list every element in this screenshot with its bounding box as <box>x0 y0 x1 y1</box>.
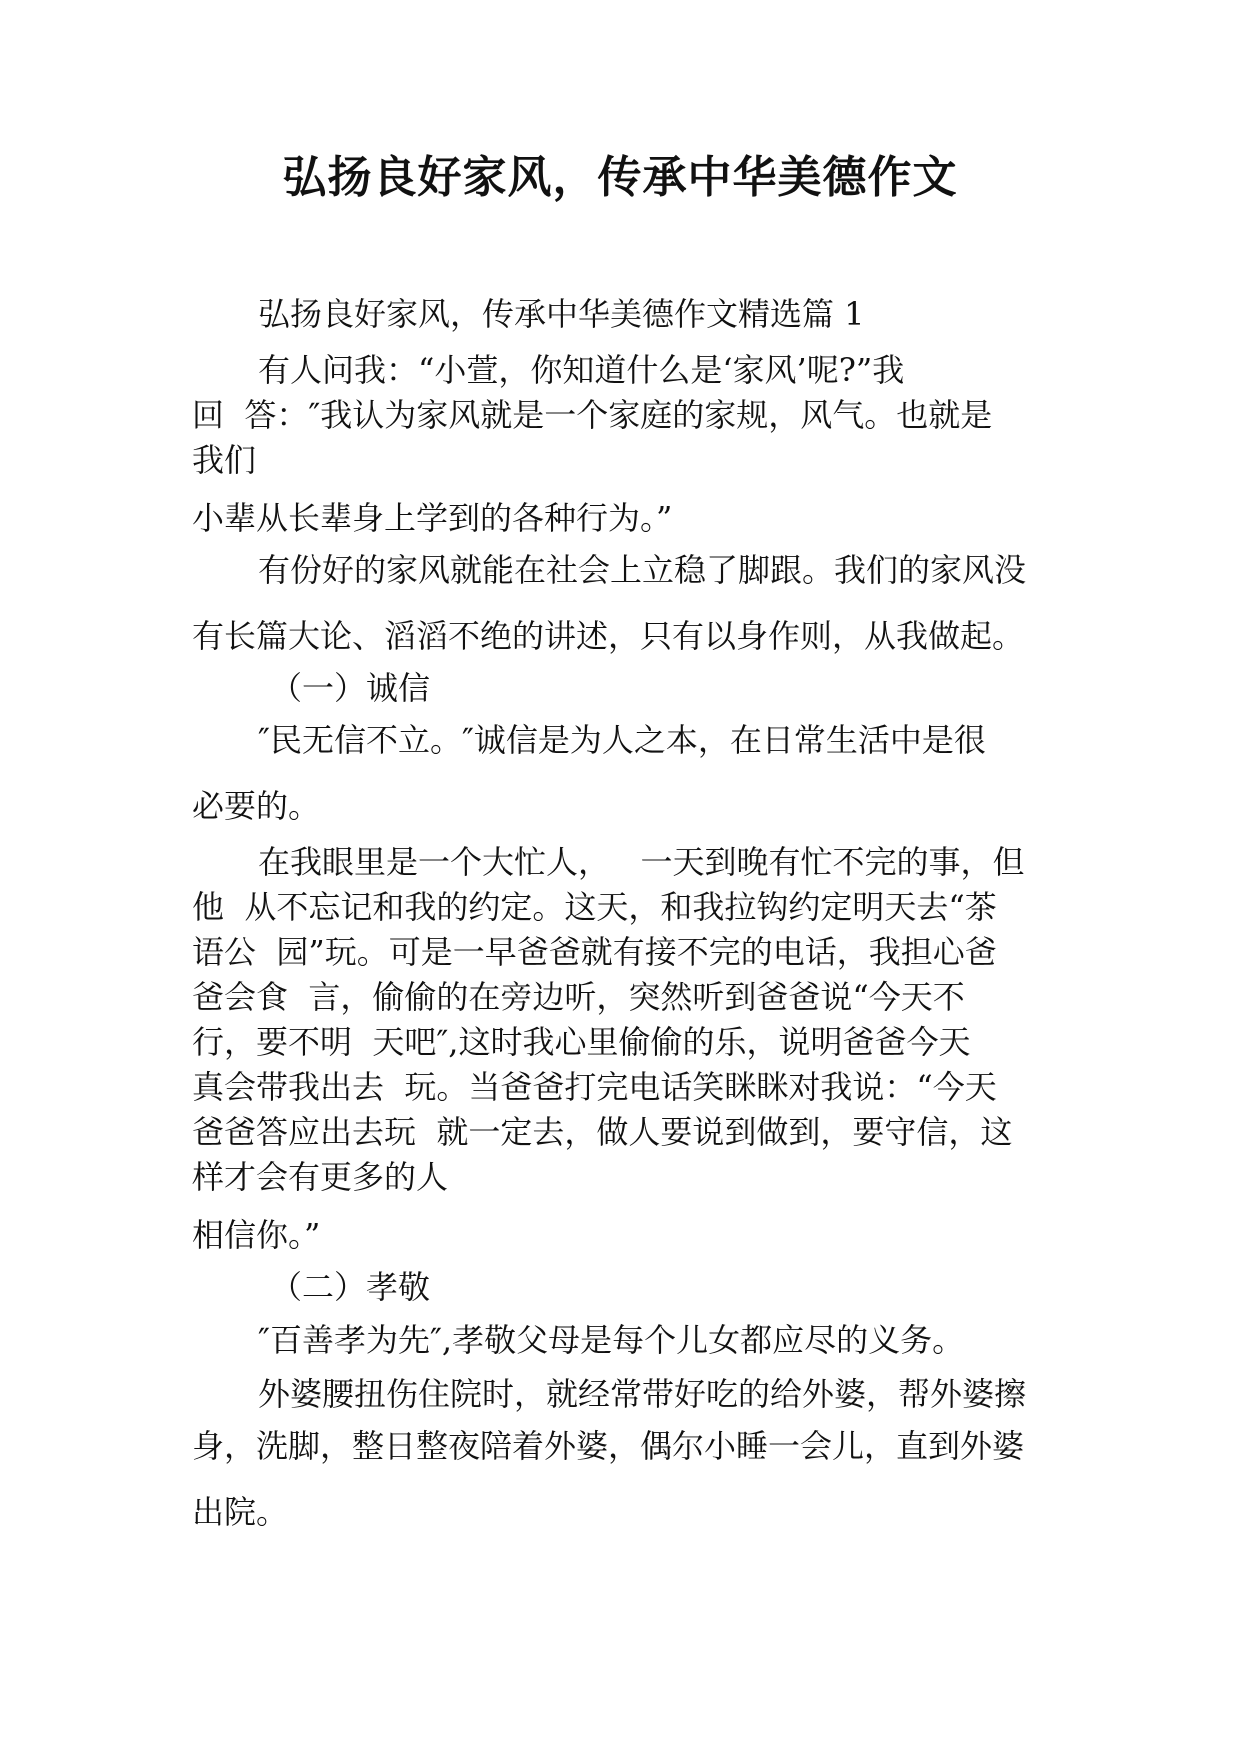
paragraph-line: 有人问我：“小萱，你知道什么是‘家风’呢?”我 <box>258 351 905 389</box>
paragraph-line: ″民无信不立。″诚信是为人之本，在日常生活中是很 <box>258 721 986 759</box>
paragraph-line: 样才会有更多的人 <box>192 1158 449 1196</box>
paragraph-line: 身，洗脚，整日整夜陪着外婆，偶尔小睡一会儿，直到外婆 <box>192 1427 1025 1465</box>
paragraph-line: 小辈从长辈身上学到的各种行为。” <box>192 499 673 537</box>
paragraph-line: 外婆腰扭伤住院时，就经常带好吃的给外婆，帮外婆擦 <box>258 1375 1027 1413</box>
document-title: 弘扬良好家风，传承中华美德作文 <box>282 152 958 203</box>
paragraph-line: 爸爸答应出去玩 就一定去，做人要说到做到，要守信，这 <box>192 1113 1013 1151</box>
subsection-heading: （二）孝敬 <box>270 1268 431 1306</box>
paragraph-line: 出院。 <box>192 1493 289 1531</box>
paragraph-line: 必要的。 <box>192 787 321 825</box>
paragraph-line: 有长篇大论、滔滔不绝的讲述，只有以身作则，从我做起。 <box>192 617 1025 655</box>
section-heading: 弘扬良好家风，传承中华美德作文精选篇 1 <box>258 295 865 333</box>
paragraph-line: 他 从不忘记和我的约定。这天，和我拉钩约定明天去“茶 <box>192 888 997 926</box>
paragraph-line: 在我眼里是一个大忙人， 一天到晚有忙不完的事，但 <box>258 843 1025 881</box>
paragraph-line: 语公 园”玩。可是一早爸爸就有接不完的电话，我担心爸 <box>192 933 997 971</box>
paragraph-line: ″百善孝为先″,孝敬父母是每个儿女都应尽的义务。 <box>258 1321 965 1359</box>
subsection-heading: （一）诚信 <box>270 669 431 707</box>
paragraph-line: 回 答：″我认为家风就是一个家庭的家规，风气。也就是 <box>192 396 993 434</box>
paragraph-line: 我们 <box>192 441 257 479</box>
paragraph-line: 有份好的家风就能在社会上立稳了脚跟。我们的家风没 <box>258 551 1027 589</box>
paragraph-line: 真会带我出去 玩。当爸爸打完电话笑眯眯对我说：“今天 <box>192 1068 997 1106</box>
paragraph-line: 相信你。” <box>192 1216 321 1254</box>
paragraph-line: 行，要不明 天吧″,这时我心里偷偷的乐，说明爸爸今天 <box>192 1023 971 1061</box>
paragraph-line: 爸会食 言，偷偷的在旁边听，突然听到爸爸说“今天不 <box>192 978 965 1016</box>
